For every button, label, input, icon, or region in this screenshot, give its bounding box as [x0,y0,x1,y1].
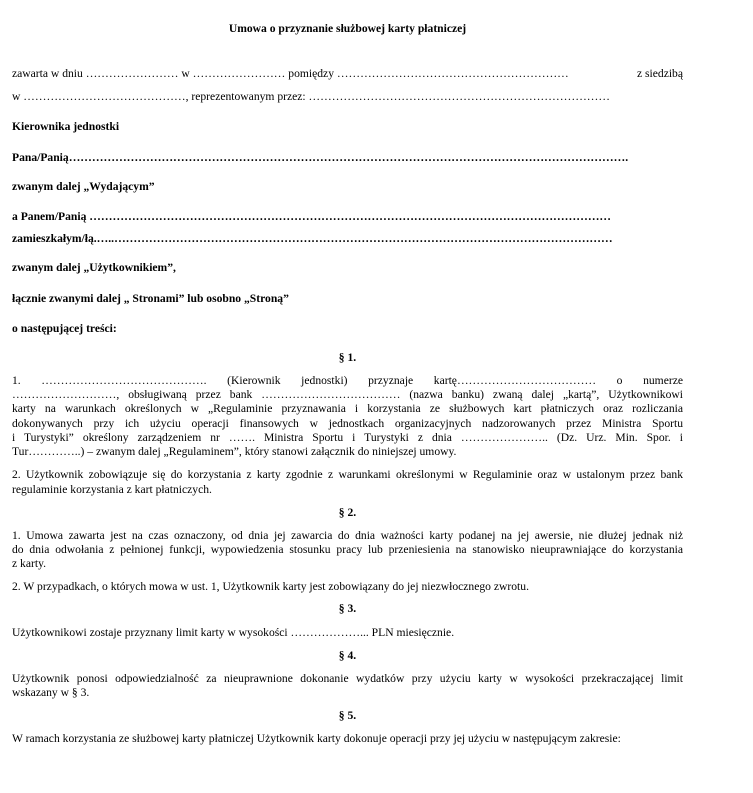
section-1-p1-line: i Turystyki” określony zarządzeniem nr ……. Ministra Sportu i Turystyki z dnia ………………….. (Dz. Urz. Min. Spor. i [12,431,683,444]
intro-line-2: w ……………………………………, reprezentowanym przez: …………………………………………………………………… [12,90,610,103]
section-1-p2-line: 2. Użytkownik zobowiązuje się do korzystania z karty zgodnie z warunkami określonymi w Regulaminie oraz w ustalonym przez bank [12,468,683,481]
section-2-heading: § 2. [338,506,357,519]
section-4-text-line: Użytkownik ponosi odpowiedzialność za nieuprawnione dokonanie wydatków przy użyciu karty w wysokości przekraczającej limit [12,672,683,685]
issuer-definition: zwanym dalej „Wydającym” [12,180,155,193]
section-1-p1-line: ………………………, obsługiwaną przez bank ……………………………… (nazwa banku) zwaną dalej „kartą”, Użytkownikowi [12,388,683,401]
document-title: Umowa o przyznanie służbowej karty płatniczej [228,22,467,35]
section-4-text-line: wskazany w § 3. [12,686,90,699]
section-1-p1-line: Tur…………..) – zwanym dalej „Regulaminem”, który stanowi załącznik do niniejszej umowy. [12,445,457,458]
pana-pania-line: Pana/Panią………………………………………………………………………………………………………………………………. [12,151,629,164]
section-5-heading: § 5. [338,709,357,722]
a-panem-line: a Panem/Panią ……………………………………………………………………………………………………………………… [12,210,612,223]
user-definition: zwanym dalej „Użytkownikiem”, [12,261,176,274]
intro-line-1-text: zawarta w dniu …………………… w …………………… pomiędzy …………………………………………………… [12,67,569,80]
intro-line-1-end: z siedzibą [636,67,683,80]
section-2-p1-line: 1. Umowa zawarta jest na czas oznaczony, od dnia jej zawarcia do dnia ważności karty podanej na jej awersie, nie dłużej jednak niż [12,529,683,542]
section-4-heading: § 4. [338,649,357,662]
section-3-heading: § 3. [338,602,357,615]
section-1-p1-line: 1. ……………………………………. (Kierownik jednostki) przyznaje kartę……………………………… o numerze [12,374,683,387]
parties-together: łącznie zwanymi dalej „ Stronami” lub osobno „Stroną” [12,292,289,305]
intro-line-1 [12,67,683,81]
section-1-p2-line: regulaminie korzystania z kart płatniczych. [12,483,212,496]
section-3-text: Użytkownikowi zostaje przyznany limit karty w wysokości ………………... PLN miesięcznie. [12,626,455,639]
section-2-p1-line: do dnia odwołania z pełnionej funkcji, wypowiedzenia stosunku pracy lub przeniesienia na stanowisko nieuprawniające do korzystania [12,543,683,556]
section-1-p1-line: dokonywanych przy ich użyciu operacji finansowych w jednostkach organizacyjnych nadzorowanych przez Ministra Sportu [12,417,683,430]
section-2-p1-line: z karty. [12,557,47,570]
section-1-p1-line: karty na warunkach określonych w „Regulaminie przyznawania i korzystania ze służbowych kart płatniczych oraz rozliczania [12,402,683,415]
head-of-unit-label: Kierownika jednostki [12,120,120,133]
residing-line: zamieszkałym/łą.…..………………………………………………………………………………………………………………… [12,232,613,245]
section-1-heading: § 1. [338,351,357,364]
section-5-text: W ramach korzystania ze służbowej karty płatniczej Użytkownik karty dokonuje operacji przy jej użyciu w następującym zakresie: [12,732,621,745]
content-intro: o następującej treści: [12,322,117,335]
section-2-p2: 2. W przypadkach, o których mowa w ust. 1, Użytkownik karty jest zobowiązany do jej niezwłocznego zwrotu. [12,580,529,593]
